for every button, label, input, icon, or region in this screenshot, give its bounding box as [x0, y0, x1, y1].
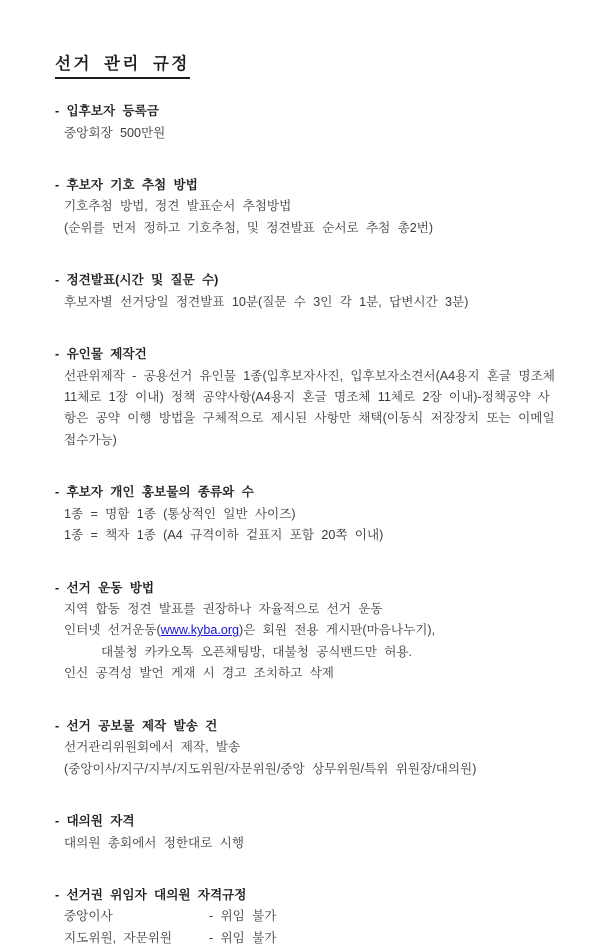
section-heading: - 정견발표(시간 및 질문 수): [55, 273, 219, 288]
body-line: (순위를 먼저 정하고 기호추첨, 및 정견발표 순서로 추첨 총2번): [64, 220, 434, 235]
body-line: 중앙회장 500만원: [64, 125, 166, 140]
delegation-rule-row: [55, 928, 562, 949]
page-title: 선거 관리 규정: [55, 50, 190, 79]
body-line: 11체로 1장 이내) 정책 공약사항(A4용지 혼글 명조체 11체로 2장 이내)-정책공약 사: [64, 390, 550, 405]
body-line: 항은 공약 이행 방법을 구체적으로 제시된 사항만 채택(이동식 저장장치 또는 이메일: [64, 411, 555, 426]
section-heading: - 대의원 자격: [55, 814, 135, 828]
delegation-rule-row: [55, 906, 562, 927]
section-personal-promo: [55, 482, 562, 546]
section-delegate-qualification: [55, 811, 562, 854]
role-cell: 지도위원, 자문위원: [64, 930, 173, 945]
rule-cell: - 위임 불가: [209, 909, 277, 924]
body-line: (중앙이사/지구/지부/지도위원/자문위원/중앙 상무위원/특위 위원장/대의원): [64, 761, 477, 776]
body-line: 1종 = 명함 1종 (통상적인 일반 사이즈): [64, 506, 296, 521]
body-line: 인신 공격성 발언 게재 시 경고 조치하고 삭제: [64, 666, 334, 681]
body-line: 대의원 총회에서 정한대로 시행: [64, 835, 244, 850]
section-heading: - 입후보자 등록금: [55, 104, 159, 118]
link-suffix-text: )은 회원 전용 게시판(마음나누기),: [239, 623, 436, 638]
body-line: 후보자별 선거당일 정견발표 10분(질문 수 3인 각 1분, 답변시간 3분): [64, 294, 469, 309]
section-heading: - 유인물 제작건: [55, 347, 147, 362]
section-campaign-method: [55, 578, 562, 685]
section-official-mailing: [55, 716, 562, 780]
body-line-with-link: [55, 620, 562, 641]
body-line: 기호추첨 방법, 정견 발표순서 추첨방법: [64, 199, 292, 214]
section-heading: - 후보자 기호 추첨 방법: [55, 177, 198, 192]
link-prefix-text: 인터넷 선거운동(: [64, 623, 161, 638]
body-line: 대불청 카카오톡 오픈채팅방, 대불청 공식밴드만 허용.: [101, 644, 413, 659]
section-heading: - 선거 공보물 제작 발송 건: [55, 718, 218, 733]
body-line: 지역 합동 정견 발표를 권장하나 자율적으로 선거 운동: [64, 602, 383, 617]
section-heading: - 선거권 위임자 대의원 자격규정: [55, 887, 247, 902]
section-registration-fee: [55, 101, 562, 144]
section-heading: - 선거 운동 방법: [55, 580, 155, 595]
title-block: [55, 50, 562, 79]
section-speech: [55, 270, 562, 313]
rule-cell: - 위임 불가: [209, 930, 277, 945]
body-line: 선관위제작 - 공용선거 유인물 1종(입후보자사진, 입후보자소견서(A4용지 혼글 명조체: [64, 368, 555, 383]
kyba-website-link[interactable]: www.kyba.org: [160, 623, 240, 638]
section-heading: - 후보자 개인 홍보물의 종류와 수: [55, 485, 254, 500]
section-proxy-rules: [55, 885, 562, 949]
body-line: 1종 = 책자 1종 (A4 규격이하 겉표지 포함 20쪽 이내): [64, 528, 384, 543]
role-cell: 중앙이사: [64, 909, 113, 924]
body-line: 접수가능): [64, 432, 117, 447]
body-line: 선거관리위원회에서 제작, 발송: [64, 740, 241, 755]
section-flyer-production: [55, 344, 562, 451]
section-lottery-method: [55, 175, 562, 239]
